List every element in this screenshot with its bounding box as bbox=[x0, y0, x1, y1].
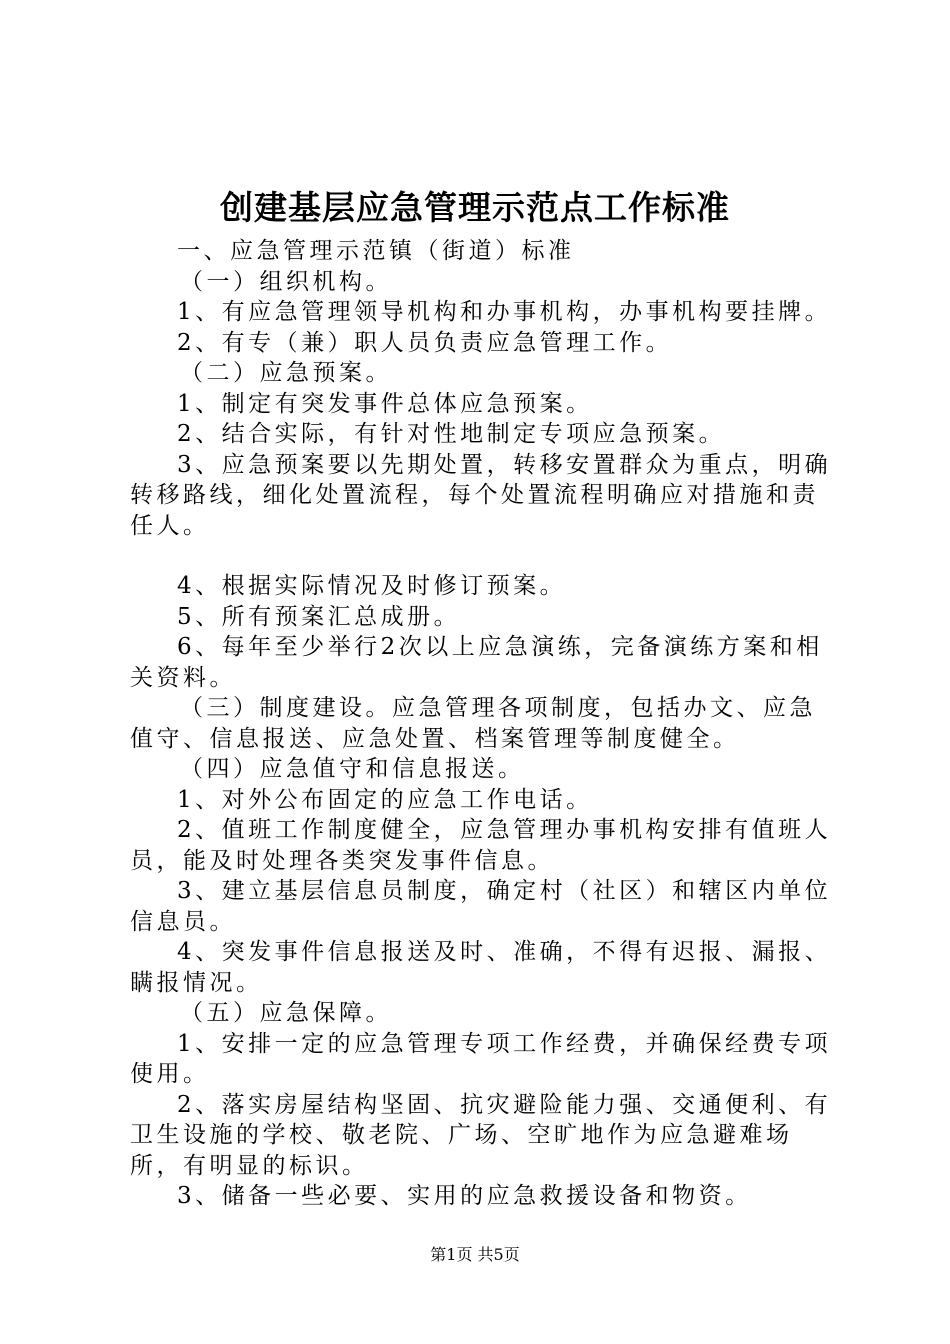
paragraph: 6、每年至少举行2次以上应急演练，完备演练方案和相关资料。 bbox=[130, 634, 823, 691]
paragraph: 3、应急预案要以先期处置，转移安置群众为重点，明确转移路线，细化处置流程，每个处置流程明确应对措施和责任人。 bbox=[130, 451, 832, 539]
paragraph: 2、有专（兼）职人员负责应急管理工作。 bbox=[177, 329, 673, 356]
subsection-paragraph: （三）制度建设。应急管理各项制度，包括办文、应急值守、信息报送、应急处置、档案管理等制度健全。 bbox=[130, 695, 816, 752]
subsection-heading: （二）应急预案。 bbox=[180, 360, 392, 386]
paragraph: 5、所有预案汇总成册。 bbox=[177, 603, 461, 630]
paragraph: 3、储备一些必要、实用的应急救援设备和物资。 bbox=[177, 1183, 752, 1209]
paragraph: 1、安排一定的应急管理专项工作经费，并确保经费专项使用。 bbox=[130, 1030, 832, 1087]
document-body bbox=[130, 236, 840, 1212]
subsection-heading: （四）应急值守和信息报送。 bbox=[180, 756, 525, 782]
subsection-heading: （一）组织机构。 bbox=[180, 268, 392, 295]
document-title: 创建基层应急管理示范点工作标准 bbox=[220, 188, 730, 227]
paragraph: 1、有应急管理领导机构和办事机构，办事机构要挂牌。 bbox=[177, 299, 832, 325]
paragraph: 1、对外公布固定的应急工作电话。 bbox=[177, 786, 593, 813]
subsection-heading: （五）应急保障。 bbox=[180, 1000, 392, 1026]
paragraph: 4、根据实际情况及时修订预案。 bbox=[177, 573, 567, 599]
paragraph: 3、建立基层信息员制度，确定村（社区）和辖区内单位信息员。 bbox=[130, 878, 832, 935]
page-footer: 第1页 共5页 bbox=[430, 1245, 520, 1264]
paragraph: 2、值班工作制度健全，应急管理办事机构安排有值班人员，能及时处理各类突发事件信息。 bbox=[130, 817, 832, 874]
paragraph: 2、落实房屋结构坚固、抗灾避险能力强、交通便利、有卫生设施的学校、敬老院、广场、空旷地作为应急避难场所，有明显的标识。 bbox=[130, 1091, 832, 1179]
paragraph: 1、制定有突发事件总体应急预案。 bbox=[177, 390, 593, 417]
paragraph: 2、结合实际，有针对性地制定专项应急预案。 bbox=[177, 421, 726, 447]
section-heading: 一、应急管理示范镇（街道）标准 bbox=[177, 238, 575, 264]
paragraph: 4、突发事件信息报送及时、准确，不得有迟报、漏报、瞒报情况。 bbox=[130, 939, 832, 996]
